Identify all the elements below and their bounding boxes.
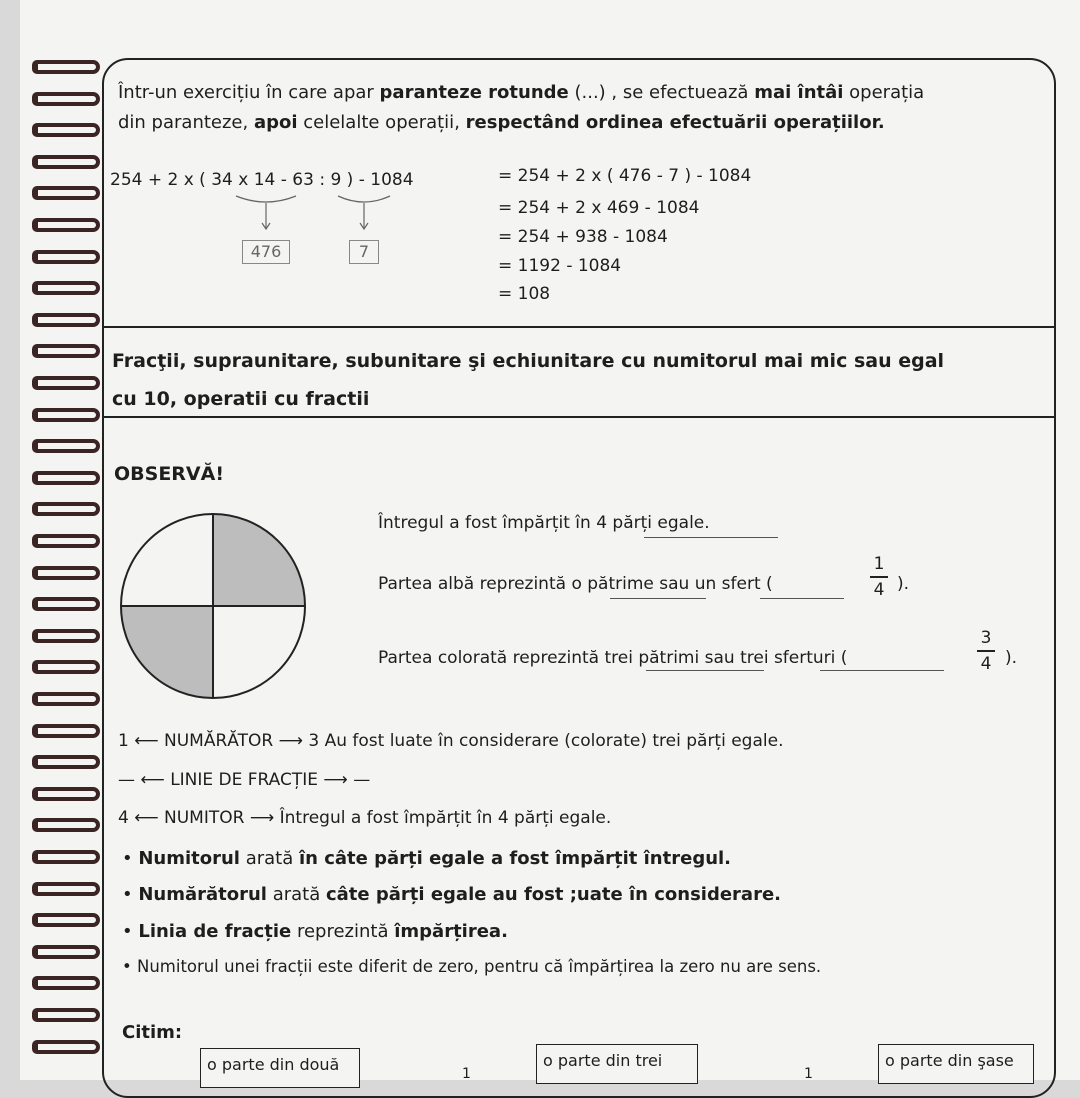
spiral-ring [32,913,100,927]
shaded-quarter-top-right [213,514,305,606]
result-box-476: 476 [242,240,290,264]
reading-heading: Citim: [122,1022,183,1043]
section-title-line-2: cu 10, operatii cu fractii [112,388,370,410]
white-quarter [213,606,305,698]
spiral-ring [32,787,100,801]
observe-sentence-3-end: ). [1005,648,1018,668]
calc-step-3: = 254 + 938 - 1084 [498,227,668,247]
observe-sentence-3: Partea colorată reprezintă trei pătrimi sau trei sferturi ( [378,648,848,668]
rule-line-1: Într-un exercițiu în care apar paranteze rotunde (...) , se efectuează mai întâi operația [118,82,925,103]
reading-fraction-numerator: 1 [804,1066,813,1082]
underline [820,670,944,671]
spiral-ring [32,755,100,769]
section-divider-top [102,326,1056,328]
fraction-line-row: — ⟵ LINIE DE FRACȚIE ⟶ — [118,770,371,790]
calc-step-5: = 108 [498,284,551,304]
observe-sentence-1: Întregul a fost împărțit în 4 părți egale. [378,513,710,533]
spiral-ring [32,850,100,864]
spiral-ring [32,92,100,106]
calc-step-2: = 254 + 2 x 469 - 1084 [498,198,700,218]
spiral-ring [32,1008,100,1022]
denominator-row: 4 ⟵ NUMITOR ⟶ Întregul a fost împărțit în 4 părți egale. [118,808,612,828]
spiral-ring [32,597,100,611]
spiral-ring [32,408,100,422]
bullet-numerator: • Numărătorul arată câte părți egale au fost ;uate în considerare. [122,884,781,905]
spiral-ring [32,250,100,264]
underline [610,598,706,599]
spiral-ring [32,344,100,358]
section-divider-bottom [102,416,1056,418]
spiral-ring [32,376,100,390]
observe-sentence-2-end: ). [897,574,910,594]
section-title-line-1: Fracţii, supraunitare, subunitare şi echiunitare cu numitorul mai mic sau egal [112,350,945,372]
spiral-ring [32,155,100,169]
calc-step-4: = 1192 - 1084 [498,256,622,276]
spiral-ring [32,123,100,137]
reading-box-half: o parte din două [200,1048,360,1088]
spiral-binding [28,60,108,1080]
fraction-one-quarter: 1 4 [868,554,890,600]
spiral-ring [32,692,100,706]
rule-line-2: din paranteze, apoi celelalte operații, respectând ordinea efectuării operațiilor. [118,112,885,133]
white-quarter-top-left [121,514,213,606]
spiral-ring [32,1040,100,1054]
spiral-ring [32,534,100,548]
spiral-ring [32,218,100,232]
spiral-ring [32,281,100,295]
spiral-ring [32,945,100,959]
bullet-denominator: • Numitorul arată în câte părți egale a fost împărțit întregul. [122,848,732,869]
underline [644,537,778,538]
bullet-nonzero-denominator: • Numitorul unei fracții este diferit de zero, pentru că împărțirea la zero nu are sens. [122,957,822,976]
underline [760,598,844,599]
numerator-row: 1 ⟵ NUMĂRĂTOR ⟶ 3 Au fost luate în considerare (colorate) trei părți egale. [118,731,784,751]
spiral-ring [32,882,100,896]
bullet-fraction-line: • Linia de fracție reprezintă împărțirea. [122,921,508,942]
spiral-ring [32,60,100,74]
spiral-ring [32,724,100,738]
shaded-quarter-bottom-left [121,606,213,698]
spiral-ring [32,471,100,485]
quartered-circle [119,512,307,700]
spiral-ring [32,313,100,327]
calc-brackets [230,194,400,242]
reading-box-sixth: o parte din şase [878,1044,1034,1084]
spiral-ring [32,502,100,516]
observe-sentence-2: Partea albă reprezintă o pătrime sau un sfert ( [378,574,773,594]
result-box-7: 7 [349,240,379,264]
spiral-ring [32,629,100,643]
reading-box-third: o parte din trei [536,1044,698,1084]
spiral-ring [32,186,100,200]
spiral-ring [32,566,100,580]
calc-expression: 254 + 2 x ( 34 x 14 - 63 : 9 ) - 1084 [110,170,414,190]
spiral-ring [32,818,100,832]
observe-heading: OBSERVĂ! [114,463,225,485]
underline [646,670,764,671]
spiral-ring [32,976,100,990]
fraction-three-quarters: 3 4 [975,628,997,674]
calc-step-1: = 254 + 2 x ( 476 - 7 ) - 1084 [498,166,752,186]
reading-fraction-numerator: 1 [462,1066,471,1082]
spiral-ring [32,439,100,453]
spiral-ring [32,660,100,674]
